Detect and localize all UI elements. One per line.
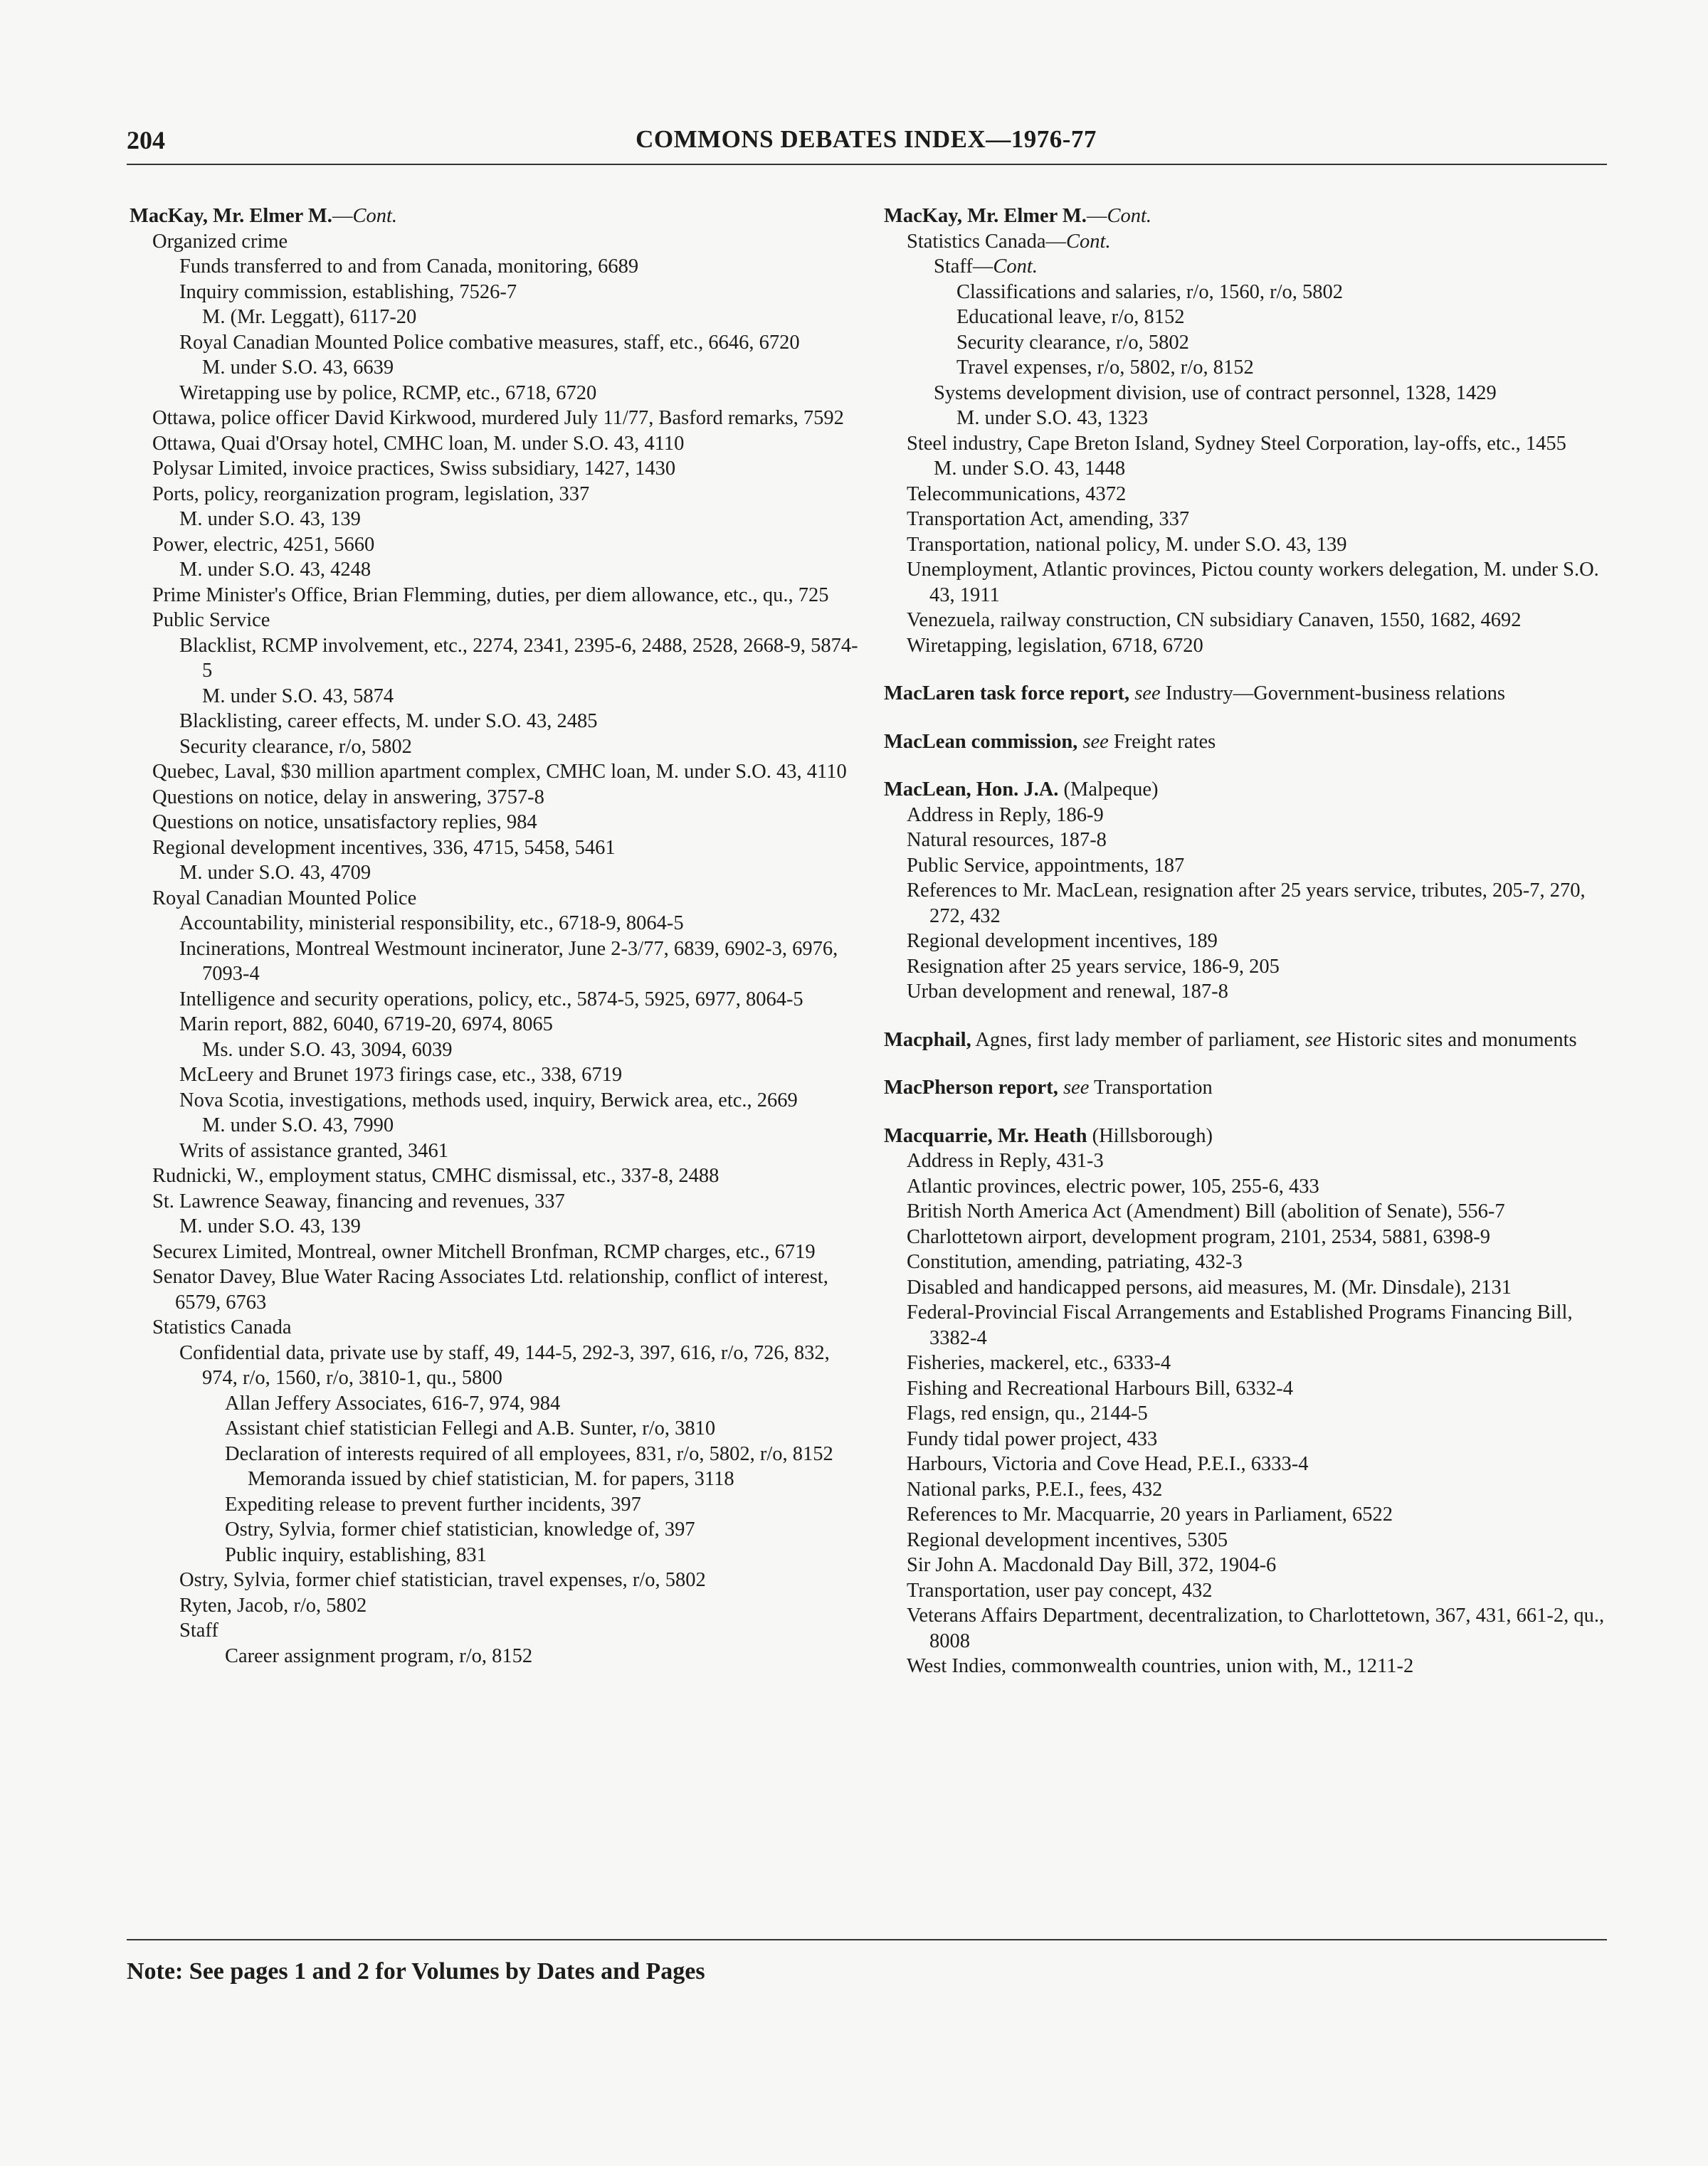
entry-text: Expediting release to prevent further incidents, 397 [225,1493,641,1516]
index-entry [130,507,863,532]
entry-text: McLeery and Brunet 1973 firings case, etc., 338, 6719 [179,1064,623,1086]
entry-text: Security clearance, r/o, 5802 [179,735,412,758]
index-entry [130,355,863,381]
index-heading [130,204,863,229]
entry-text: Declaration of interests required of all employees, 831, r/o, 5802, r/o, 8152 [225,1442,833,1465]
entry-text: M. (Mr. Leggatt), 6117-20 [202,306,417,328]
entry-text: Fundy tidal power project, 433 [907,1427,1158,1450]
index-entry [130,886,863,912]
index-entry [884,608,1610,633]
entry-text: Royal Canadian Mounted Police [152,887,417,909]
entry-text: M. under S.O. 43, 4248 [179,559,371,581]
heading-name: MacLaren task force report, [884,682,1130,704]
see-label: see [1134,682,1161,704]
index-entry [130,229,863,255]
see-label: see [1063,1077,1090,1099]
entry-text: Natural resources, 187-8 [907,829,1107,851]
index-entry [130,557,863,583]
entry-text: Public inquiry, establishing, 831 [225,1543,487,1566]
entry-text: National parks, P.E.I., fees, 432 [907,1478,1163,1501]
index-entry [130,456,863,482]
entry-text: References to Mr. MacLean, resignation after 25 years service, tributes, 205-7, 270, 272, 432 [907,879,1586,927]
entry-text: Classifications and salaries, r/o, 1560, r/o, 5802 [956,280,1343,303]
index-entry [884,1477,1610,1503]
index-entry [130,1139,863,1164]
index-entry [130,583,863,608]
entry-text: M. under S.O. 43, 139 [179,508,361,530]
entry-text: M. under S.O. 43, 1448 [934,458,1126,480]
entry-text: Rudnicki, W., employment status, CMHC dismissal, etc., 337-8, 2488 [152,1165,719,1187]
index-entry [130,1442,863,1467]
footer-note: Note: See pages 1 and 2 for Volumes by Dates and Pages [127,1958,705,1985]
index-entry [884,305,1610,330]
entry-text: Disabled and handicapped persons, aid measures, M. (Mr. Dinsdale), 2131 [907,1276,1512,1299]
entry-text: Urban development and renewal, 187-8 [907,981,1228,1003]
heading-name: MacPherson report, [884,1077,1058,1099]
entry-text: Public Service, appointments, 187 [907,854,1185,877]
entry-text: Transportation, user pay concept, 432 [907,1579,1213,1602]
entry-text: M. under S.O. 43, 5874 [202,685,394,707]
entry-text: Wiretapping, legislation, 6718, 6720 [907,634,1203,657]
index-heading [884,1027,1610,1053]
index-entry [884,979,1610,1005]
index-heading [884,681,1610,707]
index-entry [884,532,1610,558]
index-entry [130,1341,863,1391]
see-label: see [1305,1028,1332,1051]
entry-text: Quebec, Laval, $30 million apartment complex, CMHC loan, M. under S.O. 43, 4110 [152,761,847,783]
index-entry [884,1351,1610,1376]
index-entry [130,810,863,835]
entry-text: M. under S.O. 43, 7990 [202,1114,394,1136]
index-entry [130,759,863,785]
entry-text: M. under S.O. 43, 139 [179,1215,361,1237]
index-entry [884,878,1610,929]
entry-text: Allan Jeffery Associates, 616-7, 974, 984 [225,1392,561,1415]
index-heading [884,1124,1610,1149]
index-entry [130,785,863,810]
index-entry [884,1578,1610,1604]
index-entry [130,532,863,558]
entry-text: Inquiry commission, establishing, 7526-7 [179,280,517,303]
index-entry [130,305,863,330]
index-entry [130,608,863,633]
index-entry [884,1300,1610,1351]
index-entry [884,828,1610,853]
entry-text: Ottawa, Quai d'Orsay hotel, CMHC loan, M. under S.O. 43, 4110 [152,432,685,455]
entry-text: Incinerations, Montreal Westmount incinerator, June 2-3/77, 6839, 6902-3, 6976, 7093-4 [179,937,838,985]
entry-text: Accountability, ministerial responsibility, etc., 6718-9, 8064-5 [179,912,684,934]
index-entry [884,633,1610,659]
entry-text: Fisheries, mackerel, etc., 6333-4 [907,1352,1171,1374]
index-entry [884,1528,1610,1553]
entry-text: Securex Limited, Montreal, owner Mitchell Bronfman, RCMP charges, etc., 6719 [152,1240,816,1263]
heading-dash: — [332,205,353,227]
index-entry [130,1618,863,1644]
entry-text: Systems development division, use of contract personnel, 1328, 1429 [934,381,1497,404]
entry-text: Questions on notice, delay in answering, 3757-8 [152,786,544,808]
cont-label: Cont. [352,205,397,227]
index-entry [884,1225,1610,1250]
index-entry [130,254,863,280]
index-entry [884,1401,1610,1427]
entry-text: Questions on notice, unsatisfactory replies, 984 [152,811,537,833]
entry-text: Memoranda issued by chief statistician, M. for papers, 3118 [248,1468,734,1490]
entry-text: M. under S.O. 43, 4709 [179,862,371,884]
index-entry [884,1553,1610,1578]
entry-text: Harbours, Victoria and Cove Head, P.E.I., 6333-4 [907,1453,1309,1475]
entry-text: Prime Minister's Office, Brian Flemming, duties, per diem allowance, etc., qu., 725 [152,583,829,606]
entry-text: Unemployment, Atlantic provinces, Pictou county workers delegation, M. under S.O. 43, 1911 [907,559,1599,606]
index-entry [884,482,1610,507]
cont-label: Cont. [1107,205,1151,227]
index-entry [884,1452,1610,1477]
index-entry [884,1275,1610,1301]
see-target: Transportation [1093,1077,1213,1099]
index-entry [130,1315,863,1341]
entry-text: Organized crime [152,230,288,253]
heading-text: Agnes, first lady member of parliament, [975,1028,1300,1051]
index-entry [130,1492,863,1518]
entry-text: Confidential data, private use by staff, 49, 144-5, 292-3, 397, 616, r/o, 726, 832, 974, r/o, 1560, r/o, 3810-1, qu., 5800 [179,1341,830,1389]
heading-name: Macphail, [884,1028,971,1051]
entry-text: Sir John A. Macdonald Day Bill, 372, 1904-6 [907,1554,1277,1576]
entry-text: Ostry, Sylvia, former chief statistician, travel expenses, r/o, 5802 [179,1569,706,1591]
heading-dash: — [1086,205,1107,227]
entry-text: Royal Canadian Mounted Police combative measures, staff, etc., 6646, 6720 [179,331,800,354]
index-entry [130,911,863,936]
index-entry [130,1037,863,1063]
entry-text: References to Mr. Macquarrie, 20 years in Parliament, 6522 [907,1504,1393,1526]
index-heading [884,1075,1610,1101]
index-entry [130,734,863,760]
index-entry [884,456,1610,482]
footer-rule [127,1939,1607,1940]
index-entry [130,1012,863,1037]
entry-text: Regional development incentives, 5305 [907,1528,1228,1551]
entry-text: Educational leave, r/o, 8152 [956,306,1185,328]
index-entry [884,1174,1610,1200]
index-entry [130,406,863,431]
entry-text: Transportation Act, amending, 337 [907,508,1190,530]
entry-text: Atlantic provinces, electric power, 105, 255-6, 433 [907,1175,1319,1198]
index-entry [130,1568,863,1593]
index-entry [884,406,1610,431]
see-target: Industry—Government-business relations [1165,682,1506,704]
heading-name: Macquarrie, Mr. Heath [884,1124,1087,1147]
entry-text: Ms. under S.O. 43, 3094, 6039 [202,1038,453,1061]
heading-text: (Malpeque) [1063,778,1159,801]
index-entry [884,431,1610,457]
index-entry [130,835,863,861]
entry-text: Funds transferred to and from Canada, monitoring, 6689 [179,255,639,278]
index-entry [130,1644,863,1669]
index-entry [884,381,1610,406]
index-heading [884,729,1610,755]
entry-text: M. under S.O. 43, 1323 [956,407,1149,429]
entry-text: Address in Reply, 431-3 [907,1150,1104,1172]
index-entry [130,330,863,356]
entry-text: Flags, red ensign, qu., 2144-5 [907,1402,1148,1425]
index-heading [884,777,1610,803]
index-entry [884,229,1610,255]
entry-text: British North America Act (Amendment) Bill (abolition of Senate), 556-7 [907,1200,1505,1222]
entry-text: Federal-Provincial Fiscal Arrangements and Established Programs Financing Bill, 3382-4 [907,1301,1573,1349]
entry-text: Ports, policy, reorganization program, legislation, 337 [152,482,590,505]
entry-text: Constitution, amending, patriating, 432-3 [907,1251,1243,1273]
header-rule [127,164,1607,165]
index-heading [884,204,1610,229]
index-entry [130,1467,863,1492]
page-title: COMMONS DEBATES INDEX—1976-77 [636,125,1097,153]
entry-text: Security clearance, r/o, 5802 [956,331,1189,354]
see-label: see [1082,730,1109,753]
index-entry [130,860,863,886]
index-entry [130,1517,863,1543]
entry-text: Staff— [934,255,993,278]
index-entry [130,431,863,457]
index-entry [130,1416,863,1442]
entry-text: Resignation after 25 years service, 186-9, 205 [907,955,1280,978]
heading-name: MacKay, Mr. Elmer M. [884,205,1087,227]
page-header [127,125,1606,162]
index-entry [884,853,1610,879]
entry-text: Marin report, 882, 6040, 6719-20, 6974, 8065 [179,1013,553,1035]
entry-text: Veterans Affairs Department, decentralization, to Charlottetown, 367, 431, 661-2, qu., 8008 [907,1605,1605,1652]
entry-text: M. under S.O. 43, 6639 [202,356,394,379]
index-entry [130,709,863,734]
entry-text: Steel industry, Cape Breton Island, Sydney Steel Corporation, lay-offs, etc., 1455 [907,432,1566,455]
heading-name: MacLean commission, [884,730,1078,753]
entry-text: Senator Davey, Blue Water Racing Associates Ltd. relationship, conflict of interest, 6579, 6763 [152,1266,828,1314]
index-entry [884,1603,1610,1654]
index-entry [130,1163,863,1189]
index-entry [884,803,1610,828]
page-number: 204 [127,126,165,154]
entry-text: Statistics Canada— [907,230,1067,253]
index-entry [130,1113,863,1139]
index-entry [884,1502,1610,1528]
entry-text: Ottawa, police officer David Kirkwood, murdered July 11/77, Basford remarks, 7592 [152,407,844,429]
index-entry [884,1427,1610,1452]
index-entry [884,355,1610,381]
index-entry [130,280,863,305]
entry-text: Blacklist, RCMP involvement, etc., 2274, 2341, 2395-6, 2488, 2528, 2668-9, 5874-5 [179,634,858,682]
entry-text: Assistant chief statistician Fellegi and A.B. Sunter, r/o, 3810 [225,1417,716,1439]
cont-label: Cont. [1066,230,1111,253]
index-entry [884,280,1610,305]
entry-text: Regional development incentives, 189 [907,930,1218,952]
entry-text: Address in Reply, 186-9 [907,803,1104,826]
index-entry [884,1376,1610,1402]
entry-text: Ostry, Sylvia, former chief statistician, knowledge of, 397 [225,1518,695,1541]
index-entry [130,1088,863,1114]
entry-text: Public Service [152,609,270,631]
index-entry [884,954,1610,980]
entry-text: Regional development incentives, 336, 4715, 5458, 5461 [152,836,616,859]
index-entry [884,254,1610,280]
entry-text: St. Lawrence Seaway, financing and revenues, 337 [152,1190,565,1213]
entry-text: Staff [179,1620,218,1642]
entry-text: Blacklisting, career effects, M. under S.O. 43, 2485 [179,710,598,732]
index-entry [130,482,863,507]
index-column-left [130,204,863,1669]
index-entry [884,330,1610,356]
entry-text: Fishing and Recreational Harbours Bill, 6332-4 [907,1377,1293,1400]
entry-text: Transportation, national policy, M. under S.O. 43, 139 [907,533,1347,556]
entry-text: Intelligence and security operations, policy, etc., 5874-5, 5925, 6977, 8064-5 [179,988,803,1010]
index-entry [130,987,863,1013]
index-entry [884,1250,1610,1275]
index-entry [884,1148,1610,1174]
index-entry [130,1240,863,1265]
entry-text: Career assignment program, r/o, 8152 [225,1644,533,1667]
cont-label: Cont. [993,255,1038,278]
index-entry [130,1543,863,1568]
index-entry [884,1199,1610,1225]
see-target: Historic sites and monuments [1336,1028,1577,1051]
heading-name: MacKay, Mr. Elmer M. [130,205,332,227]
index-entry [130,1391,863,1417]
index-entry [130,1214,863,1240]
index-entry [130,381,863,406]
index-entry [884,1654,1610,1679]
entry-text: Polysar Limited, invoice practices, Swiss subsidiary, 1427, 1430 [152,458,676,480]
index-entry [130,1264,863,1315]
index-entry [130,633,863,684]
index-entry [130,1062,863,1088]
entry-text: Wiretapping use by police, RCMP, etc., 6718, 6720 [179,381,597,404]
entry-text: Venezuela, railway construction, CN subsidiary Canaven, 1550, 1682, 4692 [907,609,1522,631]
index-entry [884,507,1610,532]
see-target: Freight rates [1113,730,1216,753]
index-entry [884,557,1610,608]
entry-text: Telecommunications, 4372 [907,482,1127,505]
entry-text: Statistics Canada [152,1316,292,1338]
index-entry [130,1593,863,1619]
index-entry [130,684,863,709]
index-column-right [884,204,1610,1679]
entry-text: Nova Scotia, investigations, methods used, inquiry, Berwick area, etc., 2669 [179,1089,798,1111]
index-entry [130,1189,863,1215]
heading-text: (Hillsborough) [1092,1124,1213,1147]
entry-text: West Indies, commonwealth countries, union with, M., 1211-2 [907,1655,1414,1677]
entry-text: Charlottetown airport, development program, 2101, 2534, 5881, 6398-9 [907,1225,1491,1248]
entry-text: Writs of assistance granted, 3461 [179,1139,448,1162]
entry-text: Power, electric, 4251, 5660 [152,533,375,556]
index-entry [130,936,863,987]
entry-text: Travel expenses, r/o, 5802, r/o, 8152 [956,356,1254,379]
heading-name: MacLean, Hon. J.A. [884,778,1059,801]
entry-text: Ryten, Jacob, r/o, 5802 [179,1594,367,1617]
index-entry [884,929,1610,954]
